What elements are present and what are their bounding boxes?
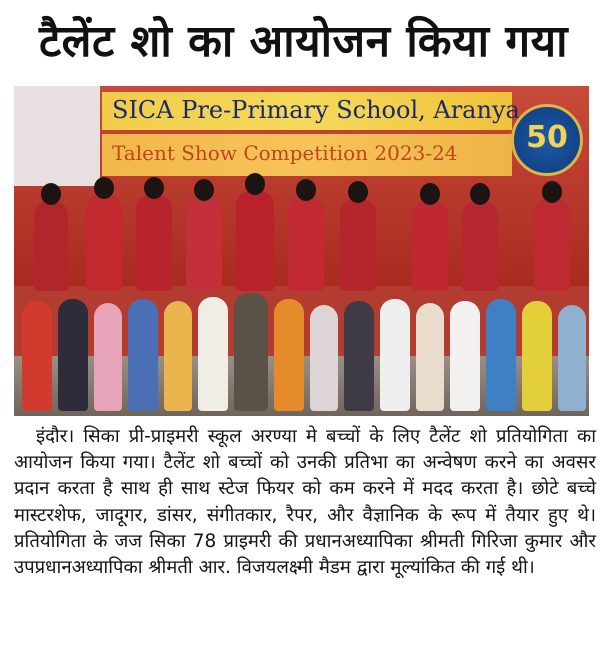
- article-paragraph: इंदौर। सिका प्री-प्राइमरी स्कूल अरण्या मे बच्चों के लिए टैलेंट शो प्रतियोगिता का आयोजन किया गया। टैलेंट शो बच्चों को उनकी प्रतिभा का अन्वेषण करने का अवसर प्रदान करता है साथ ही साथ स्टेज फियर को कम करने में मदद करता है। छोटे बच्चे मास्टरशेफ, जादूगर, डांसर, संगीतकार, रैपर, और वैज्ञानिक के रूप में तैयार हुए थे। प्रतियोगिता के जज सिका 78 प्राइमरी की प्रधानअध्यापिका श्रीमती गिरिजा कुमार और उपप्रधानअध्यापिका श्रीमती आर. विजयलक्ष्मी मैडम द्वारा मूल्यांकित की गई थी।: [14, 426, 596, 579]
- person-figure: [462, 201, 498, 291]
- child-figure: [344, 301, 374, 411]
- child-figure: [58, 299, 88, 411]
- banner-school-name: SICA Pre-Primary School, Aranya: [112, 96, 520, 124]
- person-figure: [34, 201, 68, 291]
- event-photo: [14, 86, 589, 416]
- head: [144, 177, 164, 199]
- photo-side-panel: [14, 86, 100, 186]
- child-figure: [416, 303, 444, 411]
- person-figure: [412, 201, 448, 291]
- person-figure: [340, 199, 376, 291]
- person-figure: [186, 197, 222, 291]
- child-figure: [94, 303, 122, 411]
- person-figure: [288, 197, 324, 291]
- head: [296, 179, 316, 201]
- headline: टैलेंट शो का आयोजन किया गया: [38, 16, 569, 67]
- head: [542, 181, 562, 203]
- child-figure: [380, 299, 410, 411]
- head: [470, 183, 490, 205]
- head: [420, 183, 440, 205]
- child-figure: [486, 299, 516, 411]
- child-figure: [310, 305, 338, 411]
- article-body: [14, 424, 596, 581]
- person-figure: [86, 195, 122, 291]
- child-figure: [128, 299, 158, 411]
- child-figure: [522, 301, 552, 411]
- child-figure: [22, 301, 52, 411]
- child-figure: [274, 299, 304, 411]
- head: [245, 173, 265, 195]
- person-figure: [534, 199, 570, 291]
- child-figure: [198, 297, 228, 411]
- child-figure: [164, 301, 192, 411]
- head: [94, 177, 114, 199]
- banner-competition-title: Talent Show Competition 2023-24: [112, 141, 458, 165]
- child-figure: [450, 301, 480, 411]
- head: [194, 179, 214, 201]
- anniversary-badge: [511, 104, 583, 176]
- child-figure: [234, 293, 268, 411]
- group-of-children-and-teachers: [14, 181, 589, 416]
- person-figure: [136, 195, 172, 291]
- child-figure: [558, 305, 586, 411]
- head: [348, 181, 368, 203]
- person-figure: [236, 191, 274, 291]
- badge-number: 50: [526, 120, 568, 155]
- head: [41, 183, 61, 205]
